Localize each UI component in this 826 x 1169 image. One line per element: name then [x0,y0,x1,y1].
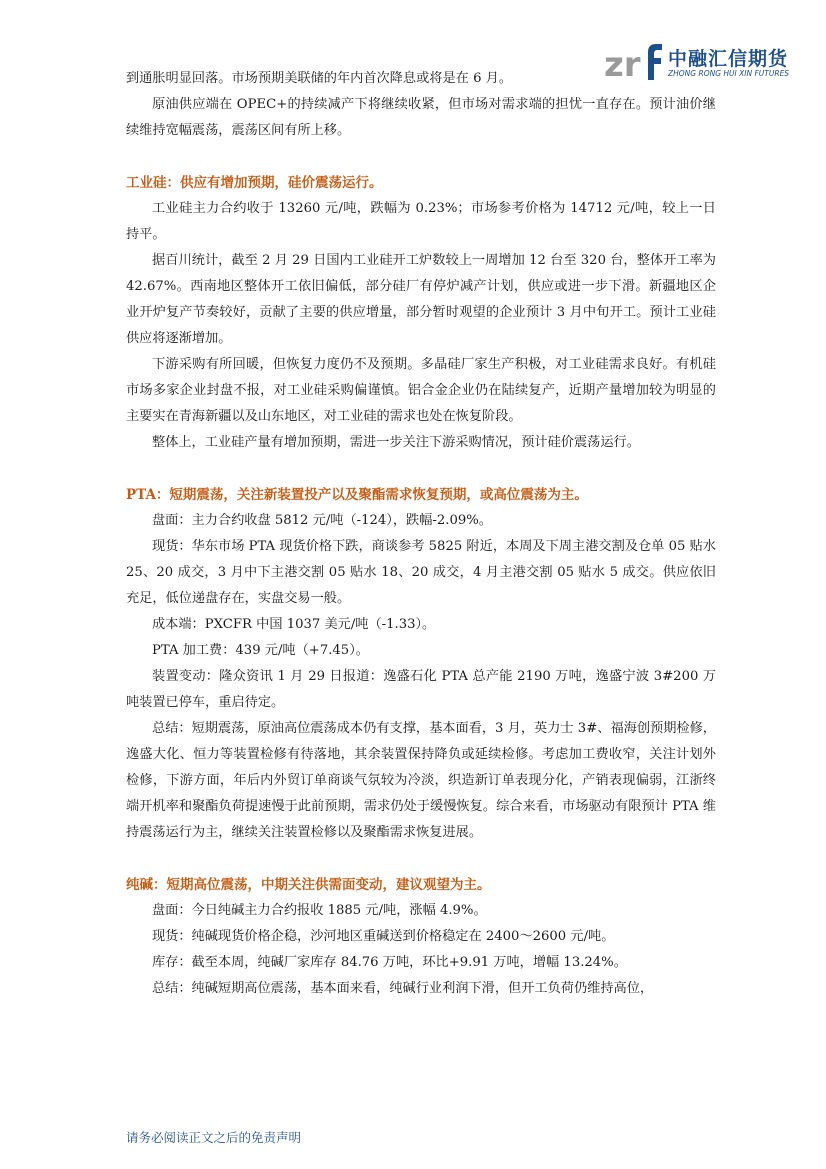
disclaimer-footer: 请务必阅读正文之后的免责声明 [126,1130,302,1145]
intro-paragraph-2: 原油供应端在 OPEC+的持续减产下将继续收紧，但市场对需求端的担忧一直存在。预计油价继续维持宽幅震荡，震荡区间有所上移。 [126,97,716,138]
svg-text:zr: zr [604,45,641,80]
silicon-paragraph-1: 工业硅主力合约收于 13260 元/吨，跌幅为 0.23%；市场参考价格为 14712 元/吨，较上一日持平。 [126,201,716,242]
pta-paragraph-1: 盘面：主力合约收盘 5812 元/吨（-124），跌幅-2.09%。 [152,513,492,528]
document-body [126,66,716,1002]
silicon-paragraph-2: 据百川统计，截至 2 月 29 日国内工业硅开工炉数较上一周增加 12 台至 320 台，整体开工率为 42.67%。西南地区整体开工依旧偏低，部分硅厂有停炉减产计划，供应或进一步下滑。新疆地区企业开炉复产节奏较好，贡献了主要的供应增量，部分暂时观望的企业预计 3 月中旬开工。预计工业硅供应将逐渐增加。 [126,253,716,346]
logo-english-name: ZHONG RONG HUI XIN FUTURES [668,69,790,78]
pta-paragraph-5: 装置变动：隆众资讯 1 月 29 日报道：逸盛石化 PTA 总产能 2190 万吨，逸盛宁波 3#200 万吨装置已停车，重启待定。 [126,669,716,710]
logo-chinese-name: 中融汇信期货 [668,48,789,70]
soda-paragraph-3: 库存：截至本周，纯碱厂家库存 84.76 万吨，环比+9.91 万吨，增幅 13.24%。 [152,955,627,970]
pta-section-title: PTA：短期震荡，关注新装置投产以及聚酯需求恢复预期，或高位震荡为主。 [126,487,588,503]
intro-paragraph-1: 到通胀明显回落。市场预期美联储的年内首次降息或将是在 6 月。 [126,71,513,86]
soda-paragraph-4: 总结：纯碱短期高位震荡，基本面来看，纯碱行业利润下滑，但开工负荷仍维持高位， [152,981,654,996]
silicon-paragraph-4: 整体上，工业硅产量有增加预期，需进一步关注下游采购情况，预计硅价震荡运行。 [152,435,640,450]
soda-paragraph-2: 现货：纯碱现货价格企稳，沙河地区重碱送到价格稳定在 2400～2600 元/吨。 [152,929,615,944]
soda-paragraph-1: 盘面：今日纯碱主力合约报收 1885 元/吨，涨幅 4.9%。 [152,903,487,918]
pta-paragraph-4: PTA 加工费：439 元/吨（+7.45）。 [152,643,369,658]
pta-paragraph-3: 成本端：PXCFR 中国 1037 美元/吨（-1.33）。 [152,617,436,632]
pta-paragraph-6: 总结：短期震荡，原油高位震荡成本仍有支撑，基本面看，3 月，英力士 3#、福海创预期检修，逸盛大化、恒力等装置检修有待落地，其余装置保持降负或延续检修。考虑加工费收窄，关注计划外检修，下游方面，年后内外贸订单商谈气氛较为冷淡，织造新订单表现分化，产销表现偏弱，江浙终端开机率和聚酯负荷提速慢于此前预期，需求仍处于缓慢恢复。综合来看，市场驱动有限预计 PTA 维持震荡运行为主，继续关注装置检修以及聚酯需求恢复进展。 [126,721,716,840]
silicon-paragraph-3: 下游采购有所回暖，但恢复力度仍不及预期。多晶硅厂家生产积极，对工业硅需求良好。有机硅市场多家企业封盘不报，对工业硅采购偏谨慎。铝合金企业仍在陆续复产，近期产量增加较为明显的主要实在青海新疆以及山东地区，对工业硅的需求也处在恢复阶段。 [126,357,716,424]
silicon-section-title: 工业硅：供应有增加预期，硅价震荡运行。 [126,175,383,191]
pta-paragraph-2: 现货：华东市场 PTA 现货价格下跌，商谈参考 5825 附近，本周及下周主港交割及仓单 05 贴水 25、20 成交，3 月中下主港交割 05 贴水 18、20 成交，4 月主港交割 05 贴水 5 成交。供应依旧充足，低位递盘存在，实盘交易一般。 [126,539,716,606]
soda-section-title: 纯碱：短期高位震荡，中期关注供需面变动，建议观望为主。 [126,877,491,893]
